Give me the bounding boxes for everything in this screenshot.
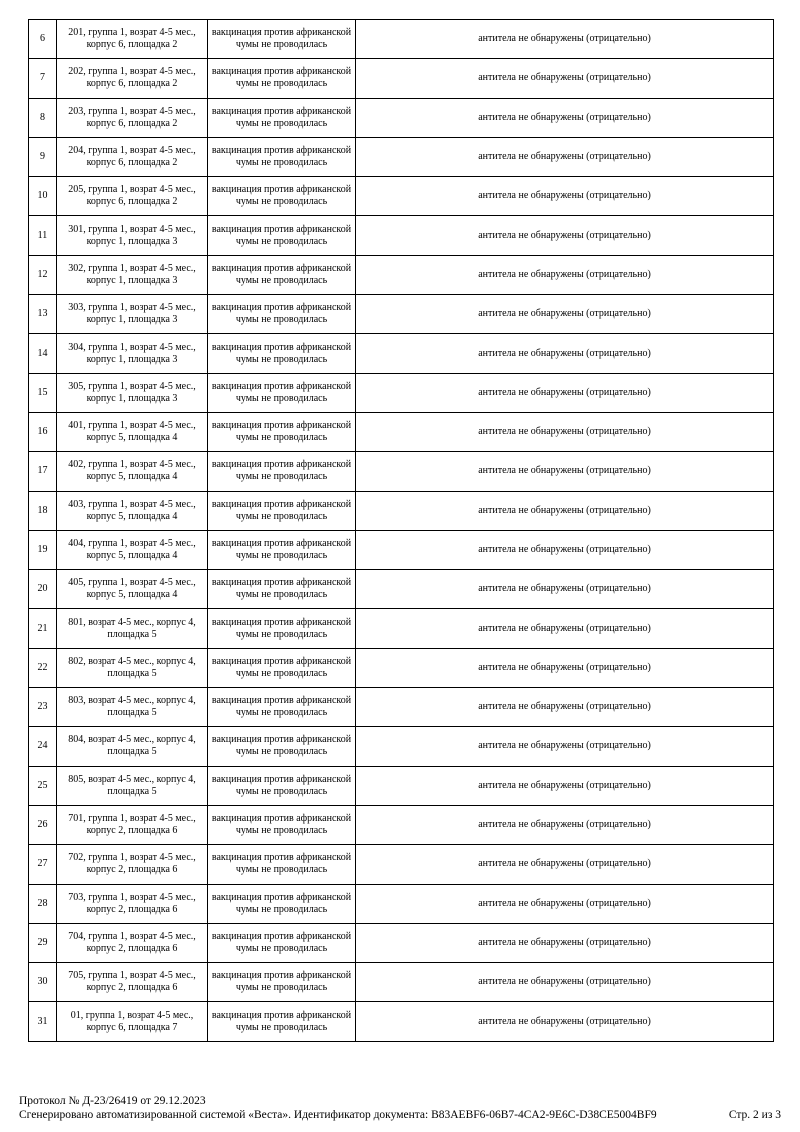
vaccination-cell: вакцинация против африканской чумы не проводилась — [208, 570, 356, 609]
row-number-cell: 30 — [29, 963, 57, 1002]
row-number-cell: 7 — [29, 59, 57, 98]
result-cell: антитела не обнаружены (отрицательно) — [356, 648, 774, 687]
table-row — [29, 923, 774, 962]
vaccination-cell: вакцинация против африканской чумы не проводилась — [208, 177, 356, 216]
row-number-cell: 27 — [29, 845, 57, 884]
result-cell: антитела не обнаружены (отрицательно) — [356, 137, 774, 176]
row-number-cell: 26 — [29, 805, 57, 844]
row-number-cell: 16 — [29, 412, 57, 451]
table-row — [29, 884, 774, 923]
row-number-cell: 29 — [29, 923, 57, 962]
vaccination-cell: вакцинация против африканской чумы не проводилась — [208, 59, 356, 98]
result-cell: антитела не обнаружены (отрицательно) — [356, 20, 774, 59]
result-cell: антитела не обнаружены (отрицательно) — [356, 727, 774, 766]
vaccination-cell: вакцинация против африканской чумы не проводилась — [208, 334, 356, 373]
sample-cell: 302, группа 1, возрат 4-5 мес., корпус 1, площадка 3 — [57, 255, 208, 294]
sample-cell: 705, группа 1, возрат 4-5 мес., корпус 2, площадка 6 — [57, 963, 208, 1002]
result-cell: антитела не обнаружены (отрицательно) — [356, 1002, 774, 1041]
row-number-cell: 19 — [29, 530, 57, 569]
row-number-cell: 21 — [29, 609, 57, 648]
sample-cell: 303, группа 1, возрат 4-5 мес., корпус 1, площадка 3 — [57, 295, 208, 334]
vaccination-cell: вакцинация против африканской чумы не проводилась — [208, 452, 356, 491]
vaccination-cell: вакцинация против африканской чумы не проводилась — [208, 884, 356, 923]
sample-cell: 405, группа 1, возрат 4-5 мес., корпус 5, площадка 4 — [57, 570, 208, 609]
row-number-cell: 24 — [29, 727, 57, 766]
vaccination-cell: вакцинация против африканской чумы не проводилась — [208, 648, 356, 687]
sample-cell: 203, группа 1, возрат 4-5 мес., корпус 6, площадка 2 — [57, 98, 208, 137]
vaccination-cell: вакцинация против африканской чумы не проводилась — [208, 1002, 356, 1041]
protocol-line: Протокол № Д-23/26419 от 29.12.2023 — [19, 1095, 206, 1107]
table-row — [29, 59, 774, 98]
row-number-cell: 13 — [29, 295, 57, 334]
vaccination-cell: вакцинация против африканской чумы не проводилась — [208, 137, 356, 176]
sample-cell: 204, группа 1, возрат 4-5 мес., корпус 6, площадка 2 — [57, 137, 208, 176]
result-cell: антитела не обнаружены (отрицательно) — [356, 491, 774, 530]
sample-cell: 702, группа 1, возрат 4-5 мес., корпус 2, площадка 6 — [57, 845, 208, 884]
table-row — [29, 452, 774, 491]
row-number-cell: 22 — [29, 648, 57, 687]
row-number-cell: 6 — [29, 20, 57, 59]
result-cell: антитела не обнаружены (отрицательно) — [356, 530, 774, 569]
row-number-cell: 31 — [29, 1002, 57, 1041]
generated-by-text: Сгенерировано автоматизированной системой «Веста». Идентификатор документа: B83AEBF6-06B7-4CA2-9E6C-D38CE5004BF9 — [19, 1109, 657, 1121]
result-cell: антитела не обнаружены (отрицательно) — [356, 334, 774, 373]
results-table-body — [29, 20, 774, 1042]
vaccination-cell: вакцинация против африканской чумы не проводилась — [208, 491, 356, 530]
table-row — [29, 137, 774, 176]
table-row — [29, 295, 774, 334]
table-row — [29, 845, 774, 884]
sample-cell: 804, возрат 4-5 мес., корпус 4, площадка 5 — [57, 727, 208, 766]
table-row — [29, 412, 774, 451]
sample-cell: 401, группа 1, возрат 4-5 мес., корпус 5, площадка 4 — [57, 412, 208, 451]
sample-cell: 803, возрат 4-5 мес., корпус 4, площадка 5 — [57, 688, 208, 727]
row-number-cell: 20 — [29, 570, 57, 609]
sample-cell: 801, возрат 4-5 мес., корпус 4, площадка 5 — [57, 609, 208, 648]
row-number-cell: 12 — [29, 255, 57, 294]
result-cell: антитела не обнаружены (отрицательно) — [356, 688, 774, 727]
vaccination-cell: вакцинация против африканской чумы не проводилась — [208, 688, 356, 727]
row-number-cell: 28 — [29, 884, 57, 923]
vaccination-cell: вакцинация против африканской чумы не проводилась — [208, 766, 356, 805]
sample-cell: 701, группа 1, возрат 4-5 мес., корпус 2, площадка 6 — [57, 805, 208, 844]
table-row — [29, 373, 774, 412]
result-cell: антитела не обнаружены (отрицательно) — [356, 373, 774, 412]
page-number: Стр. 2 из 3 — [728, 1109, 781, 1121]
row-number-cell: 15 — [29, 373, 57, 412]
result-cell: антитела не обнаружены (отрицательно) — [356, 452, 774, 491]
result-cell: антитела не обнаружены (отрицательно) — [356, 963, 774, 1002]
vaccination-cell: вакцинация против африканской чумы не проводилась — [208, 412, 356, 451]
sample-cell: 205, группа 1, возрат 4-5 мес., корпус 6, площадка 2 — [57, 177, 208, 216]
sample-cell: 404, группа 1, возрат 4-5 мес., корпус 5, площадка 4 — [57, 530, 208, 569]
sample-cell: 704, группа 1, возрат 4-5 мес., корпус 2, площадка 6 — [57, 923, 208, 962]
footer-line — [19, 1108, 781, 1122]
vaccination-cell: вакцинация против африканской чумы не проводилась — [208, 530, 356, 569]
table-row — [29, 805, 774, 844]
table-row — [29, 334, 774, 373]
row-number-cell: 18 — [29, 491, 57, 530]
vaccination-cell: вакцинация против африканской чумы не проводилась — [208, 845, 356, 884]
row-number-cell: 8 — [29, 98, 57, 137]
table-row — [29, 609, 774, 648]
table-row — [29, 766, 774, 805]
sample-cell: 301, группа 1, возрат 4-5 мес., корпус 1, площадка 3 — [57, 216, 208, 255]
result-cell: антитела не обнаружены (отрицательно) — [356, 177, 774, 216]
result-cell: антитела не обнаружены (отрицательно) — [356, 845, 774, 884]
sample-cell: 805, возрат 4-5 мес., корпус 4, площадка 5 — [57, 766, 208, 805]
sample-cell: 305, группа 1, возрат 4-5 мес., корпус 1, площадка 3 — [57, 373, 208, 412]
vaccination-cell: вакцинация против африканской чумы не проводилась — [208, 373, 356, 412]
sample-cell: 304, группа 1, возрат 4-5 мес., корпус 1, площадка 3 — [57, 334, 208, 373]
sample-cell: 403, группа 1, возрат 4-5 мес., корпус 5, площадка 4 — [57, 491, 208, 530]
row-number-cell: 17 — [29, 452, 57, 491]
row-number-cell: 10 — [29, 177, 57, 216]
table-row — [29, 688, 774, 727]
sample-cell: 703, группа 1, возрат 4-5 мес., корпус 2, площадка 6 — [57, 884, 208, 923]
result-cell: антитела не обнаружены (отрицательно) — [356, 98, 774, 137]
result-cell: антитела не обнаружены (отрицательно) — [356, 609, 774, 648]
table-row — [29, 648, 774, 687]
row-number-cell: 11 — [29, 216, 57, 255]
results-table — [28, 19, 774, 1042]
result-cell: антитела не обнаружены (отрицательно) — [356, 570, 774, 609]
result-cell: антитела не обнаружены (отрицательно) — [356, 255, 774, 294]
table-row — [29, 216, 774, 255]
sample-cell: 201, группа 1, возрат 4-5 мес., корпус 6, площадка 2 — [57, 20, 208, 59]
row-number-cell: 9 — [29, 137, 57, 176]
row-number-cell: 23 — [29, 688, 57, 727]
row-number-cell: 14 — [29, 334, 57, 373]
table-row — [29, 255, 774, 294]
result-cell: антитела не обнаружены (отрицательно) — [356, 216, 774, 255]
table-row — [29, 727, 774, 766]
table-row — [29, 1002, 774, 1041]
sample-cell: 402, группа 1, возрат 4-5 мес., корпус 5, площадка 4 — [57, 452, 208, 491]
result-cell: антитела не обнаружены (отрицательно) — [356, 295, 774, 334]
vaccination-cell: вакцинация против африканской чумы не проводилась — [208, 295, 356, 334]
sample-cell: 01, группа 1, возрат 4-5 мес., корпус 6, площадка 7 — [57, 1002, 208, 1041]
sample-cell: 202, группа 1, возрат 4-5 мес., корпус 6, площадка 2 — [57, 59, 208, 98]
table-row — [29, 570, 774, 609]
result-cell: антитела не обнаружены (отрицательно) — [356, 766, 774, 805]
vaccination-cell: вакцинация против африканской чумы не проводилась — [208, 216, 356, 255]
table-row — [29, 98, 774, 137]
result-cell: антитела не обнаружены (отрицательно) — [356, 923, 774, 962]
vaccination-cell: вакцинация против африканской чумы не проводилась — [208, 255, 356, 294]
vaccination-cell: вакцинация против африканской чумы не проводилась — [208, 923, 356, 962]
row-number-cell: 25 — [29, 766, 57, 805]
table-row — [29, 963, 774, 1002]
result-cell: антитела не обнаружены (отрицательно) — [356, 59, 774, 98]
vaccination-cell: вакцинация против африканской чумы не проводилась — [208, 20, 356, 59]
table-row — [29, 177, 774, 216]
result-cell: антитела не обнаружены (отрицательно) — [356, 805, 774, 844]
sample-cell: 802, возрат 4-5 мес., корпус 4, площадка 5 — [57, 648, 208, 687]
vaccination-cell: вакцинация против африканской чумы не проводилась — [208, 805, 356, 844]
vaccination-cell: вакцинация против африканской чумы не проводилась — [208, 98, 356, 137]
vaccination-cell: вакцинация против африканской чумы не проводилась — [208, 963, 356, 1002]
table-row — [29, 530, 774, 569]
vaccination-cell: вакцинация против африканской чумы не проводилась — [208, 727, 356, 766]
result-cell: антитела не обнаружены (отрицательно) — [356, 412, 774, 451]
table-row — [29, 491, 774, 530]
vaccination-cell: вакцинация против африканской чумы не проводилась — [208, 609, 356, 648]
table-row — [29, 20, 774, 59]
result-cell: антитела не обнаружены (отрицательно) — [356, 884, 774, 923]
